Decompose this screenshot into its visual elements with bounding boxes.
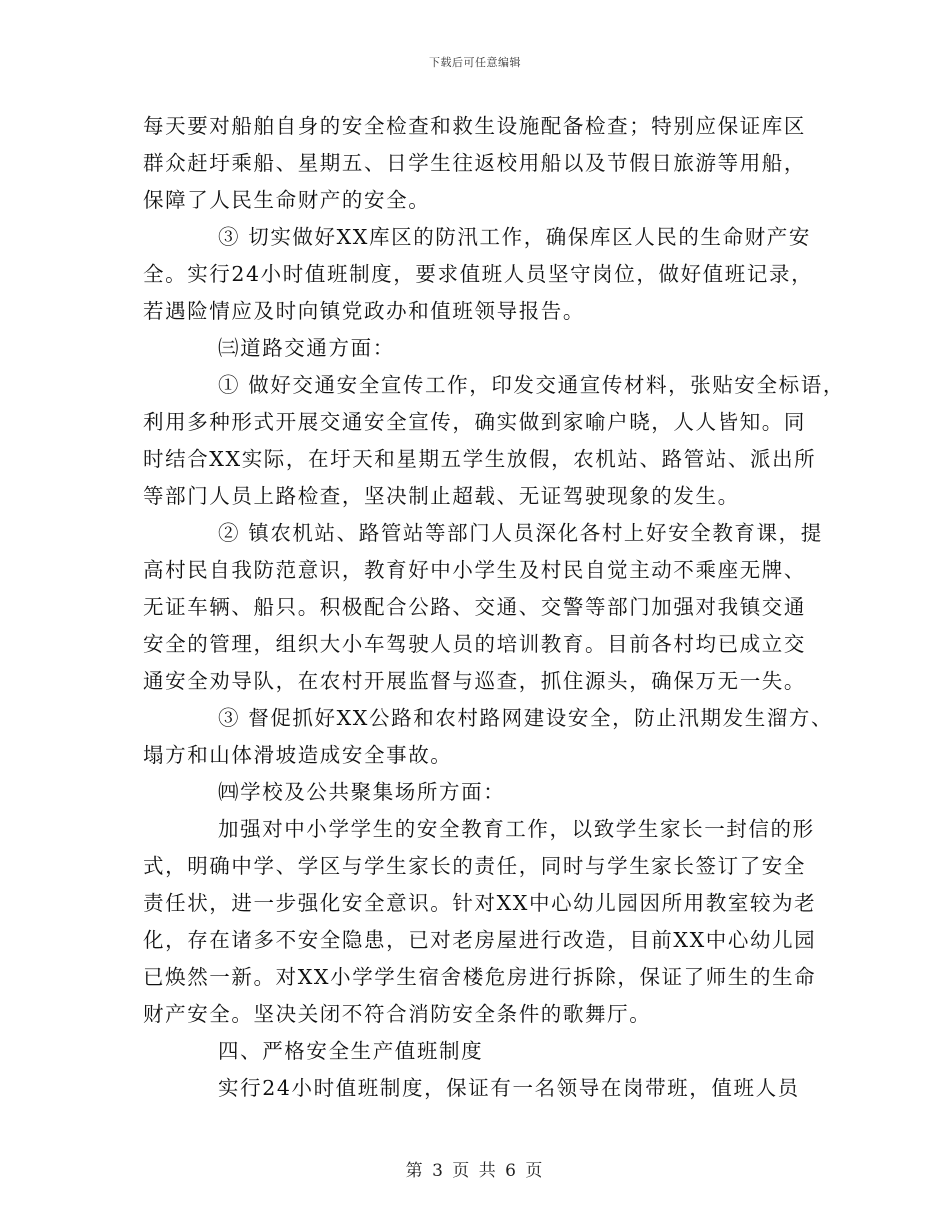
- text-line: 若遇险情应及时向镇党政办和值班领导报告。: [143, 299, 585, 323]
- text-line: 加强对中小学学生的安全教育工作，以致学生家长一封信的形: [218, 817, 815, 841]
- text-line: 通安全劝导队，在农村开展监督与巡查，抓住源头，确保万无一失。: [143, 669, 806, 693]
- text-line: 化，存在诸多不安全隐患，已对老房屋进行改造，目前XX中心幼儿园: [143, 928, 817, 952]
- document-body: [143, 108, 845, 1107]
- text-line: 实行24小时值班制度，保证有一名领导在岗带班，值班人员: [218, 1076, 800, 1100]
- text-line: 每天要对船舶自身的安全检查和救生设施配备检查；特别应保证库区: [143, 114, 806, 138]
- text-line: 全。实行24小时值班制度，要求值班人员坚守岗位，做好值班记录，: [143, 262, 814, 286]
- text-line: 时结合XX实际，在圩天和星期五学生放假，农机站、路管站、派出所: [143, 447, 817, 471]
- page-footer: 第 3 页 共 6 页: [405, 1161, 545, 1181]
- text-line: ㈢道路交通方面：: [218, 336, 395, 360]
- text-line: 塌方和山体滑坡造成安全事故。: [143, 743, 453, 767]
- text-line: ③ 督促抓好XX公路和农村路网建设安全，防止汛期发生溜方、: [218, 706, 834, 730]
- page-header: 下载后可任意编辑: [429, 56, 521, 69]
- text-line: 群众赶圩乘船、星期五、日学生往返校用船以及节假日旅游等用船，: [143, 151, 806, 175]
- text-line: 财产安全。坚决关闭不符合消防安全条件的歌舞厅。: [143, 1002, 652, 1026]
- text-line: ③ 切实做好XX库区的防汛工作，确保库区人民的生命财产安: [218, 225, 812, 249]
- text-line: 式，明确中学、学区与学生家长的责任，同时与学生家长签订了安全: [143, 854, 806, 878]
- text-line: ㈣学校及公共聚集场所方面：: [218, 780, 506, 804]
- text-line: 已焕然一新。对XX小学学生宿舍楼危房进行拆除，保证了师生的生命: [143, 965, 817, 989]
- text-line: 等部门人员上路检查，坚决制止超载、无证驾驶现象的发生。: [143, 484, 740, 508]
- text-line: ① 做好交通安全宣传工作，印发交通宣传材料，张贴安全标语，: [218, 373, 845, 397]
- text-line: 责任状，进一步强化安全意识。针对XX中心幼儿园因所用教室较为老: [143, 891, 817, 915]
- text-line: 四、严格安全生产值班制度: [218, 1039, 484, 1063]
- text-line: 安全的管理，组织大小车驾驶人员的培训教育。目前各村均已成立交: [143, 632, 806, 656]
- text-line: 保障了人民生命财产的安全。: [143, 188, 431, 212]
- text-line: ② 镇农机站、路管站等部门人员深化各村上好安全教育课，提: [218, 521, 823, 545]
- text-line: 无证车辆、船只。积极配合公路、交通、交警等部门加强对我镇交通: [143, 595, 806, 619]
- text-line: 高村民自我防范意识，教育好中小学生及村民自觉主动不乘座无牌、: [143, 558, 806, 582]
- text-line: 利用多种形式开展交通安全宣传，确实做到家喻户晓，人人皆知。同: [143, 410, 806, 434]
